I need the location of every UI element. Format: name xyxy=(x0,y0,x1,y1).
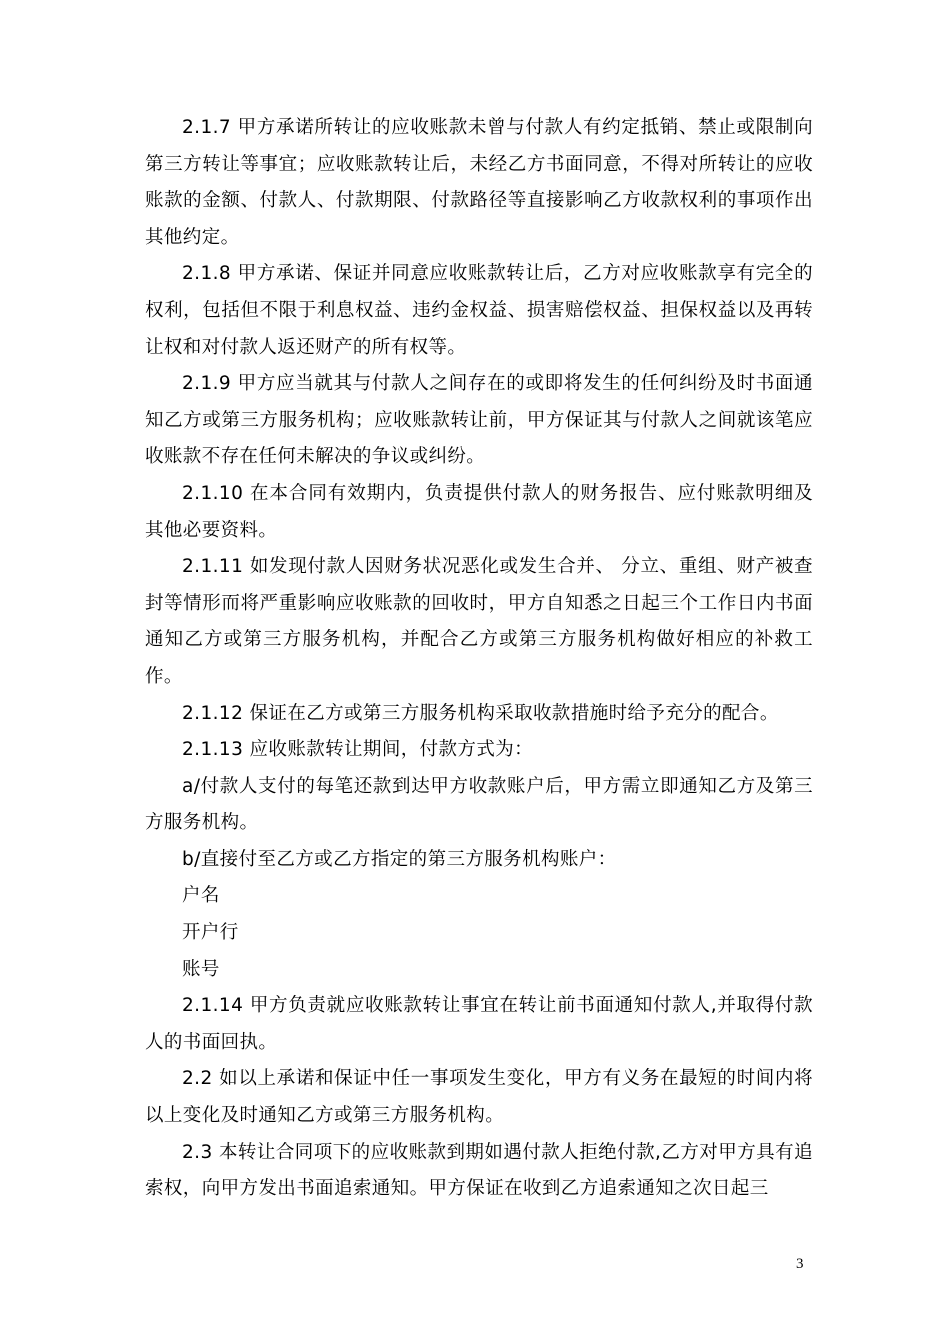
clause-2-1-9: 2.1.9 甲方应当就其与付款人之间存在的或即将发生的任何纠纷及时书面通知乙方或第三方服务机构；应收账款转让前，甲方保证其与付款人之间就该笔应收账款不存在任何未解决的争议或纠纷。 xyxy=(145,373,813,468)
payment-option-b: b/直接付至乙方或乙方指定的第三方服务机构账户： xyxy=(182,848,617,870)
clause-2-1-10: 2.1.10 在本合同有效期内，负责提供付款人的财务报告、应付账款明细及其他必要资料。 xyxy=(145,482,813,541)
clause-2-1-14: 2.1.14 甲方负责就应收账款转让事宜在转让前书面通知付款人,并取得付款人的书面回执。 xyxy=(145,995,813,1053)
payment-option-a: a/付款人支付的每笔还款到达甲方收款账户后，甲方需立即通知乙方及第三方服务机构。 xyxy=(145,775,813,834)
clause-2-2: 2.2 如以上承诺和保证中任一事项发生变化，甲方有义务在最短的时间内将以上变化及时通知乙方或第三方服务机构。 xyxy=(145,1068,813,1127)
clause-2-1-8: 2.1.8 甲方承诺、保证并同意应收账款转让后，乙方对应收账款享有完全的权利，包括但不限于利息权益、违约金权益、损害赔偿权益、担保权益以及再转让权和对付款人返还财产的所有权等。 xyxy=(145,263,813,358)
account-number-label: 账号 xyxy=(182,958,220,980)
clause-2-3: 2.3 本转让合同项下的应收账款到期如遇付款人拒绝付款,乙方对甲方具有追索权，向甲方发出书面追索通知。甲方保证在收到乙方追索通知之次日起三 xyxy=(145,1141,813,1200)
page-number: 3 xyxy=(796,1256,804,1272)
clause-2-1-7: 2.1.7 甲方承诺所转让的应收账款未曾与付款人有约定抵销、禁止或限制向第三方转让等事宜；应收账款转让后，未经乙方书面同意，不得对所转让的应收账款的金额、付款人、付款期限、付款路径等直接影响乙方收款权利的事项作出其他约定。 xyxy=(145,117,813,248)
account-name-label: 户名 xyxy=(182,885,220,907)
document-body xyxy=(145,110,813,1208)
bank-name-label: 开户行 xyxy=(182,922,239,944)
clause-2-1-13: 2.1.13 应收账款转让期间，付款方式为： xyxy=(182,739,534,761)
clause-2-1-11: 2.1.11 如发现付款人因财务状况恶化或发生合并、 分立、重组、财产被查封等情形而将严重影响应收账款的回收时，甲方自知悉之日起三个工作日内书面通知乙方或第三方服务机构，并配合乙方或第三方服务机构做好相应的补救工作。 xyxy=(145,556,813,687)
clause-2-1-12: 2.1.12 保证在乙方或第三方服务机构采取收款措施时给予充分的配合。 xyxy=(182,702,779,724)
